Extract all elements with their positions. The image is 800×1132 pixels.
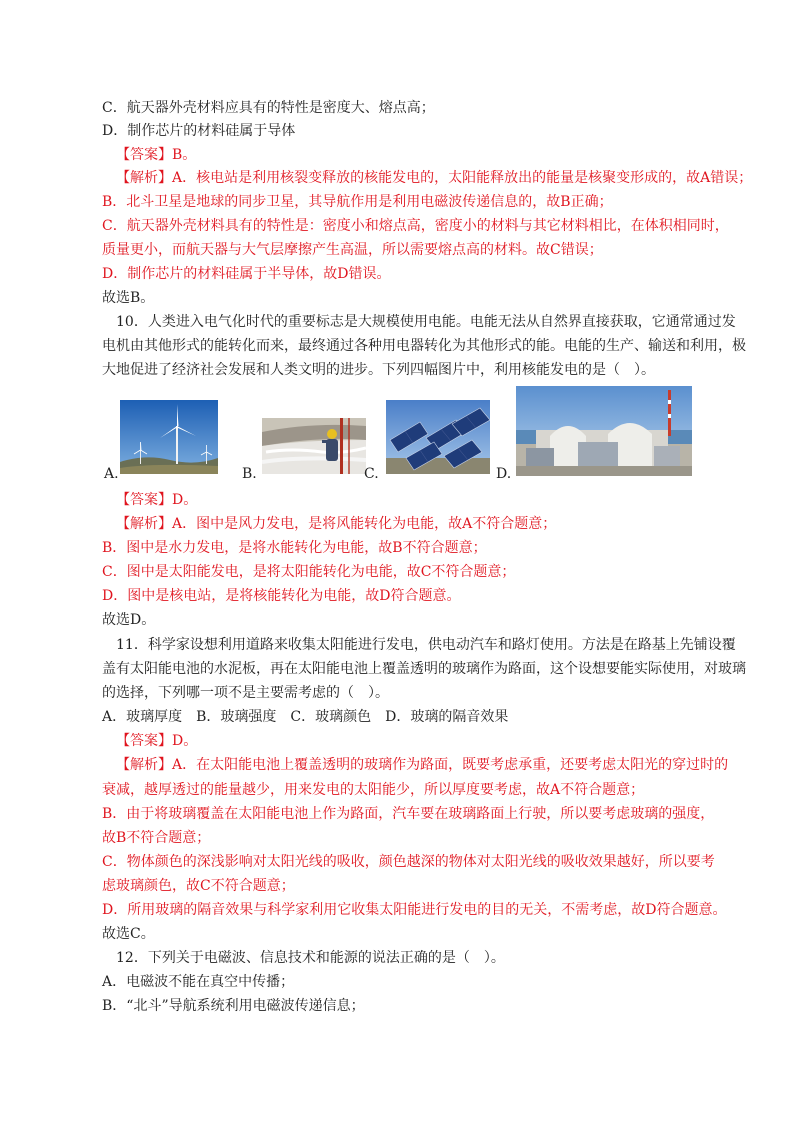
answer-label: 【答案】	[116, 492, 172, 508]
q10-option-a-label: A.	[104, 466, 119, 482]
q11-answer	[116, 731, 197, 751]
q11-analysis-1	[116, 755, 728, 775]
q11-analysis-2: 衰减，越厚透过的能量越少，用来发电的太阳能少，所以厚度要考虑，故A不符合题意；	[102, 782, 645, 798]
q10-analysis-4: D．图中是核电站，是将核能转化为电能，故D符合题意。	[102, 588, 461, 604]
q10-stem-2: 电机由其他形式的能转化而来，最终通过各种用电器转化为其他形式的能。电能的生产、输送和利用，极	[102, 338, 746, 354]
nuclear-plant-image	[516, 386, 692, 476]
answer-label: 【答案】	[116, 147, 172, 163]
q12-stem: 12．下列关于电磁波、信息技术和能源的说法正确的是（ ）。	[116, 950, 505, 966]
answer-value: D	[172, 492, 184, 508]
analysis-label: 【解析】	[116, 170, 172, 186]
q9-option-c: C．航天器外壳材料应具有的特性是密度大、熔点高；	[102, 100, 435, 116]
q10-stem-1: 10．人类进入电气化时代的重要标志是大规模使用电能。电能无法从自然界直接获取，它通常通过发	[116, 314, 736, 330]
q11-stem-2: 盖有太阳能电池的水泥板，再在太阳能电池上覆盖透明的玻璃作为路面，这个设想要能实际使用，对玻璃	[102, 661, 746, 677]
answer-end: 。	[183, 492, 198, 508]
q10-option-d-label: D.	[496, 466, 512, 482]
q10-stem-3: 大地促进了经济社会发展和人类文明的进步。下列四幅图片中，利用核能发电的是（ ）。	[102, 362, 655, 378]
analysis-label: 【解析】	[116, 516, 172, 532]
answer-end: 。	[183, 733, 198, 749]
q10-analysis-3: C．图中是太阳能发电，是将太阳能转化为电能，故C不符合题意；	[102, 564, 516, 580]
q11-stem-3: 的选择，下列哪一项不是主要需考虑的（ ）。	[102, 685, 389, 701]
q9-analysis-3: C．航天器外壳材料具有的特性是：密度小和熔点高，密度小的材料与其它材料相比，在体积相同时，	[102, 218, 729, 234]
analysis-text: A．图中是风力发电，是将风能转化为电能，故A不符合题意；	[172, 516, 557, 532]
q11-analysis-4: 故B不符合题意；	[102, 830, 211, 846]
q11-analysis-7: D．所用玻璃的隔音效果与科学家利用它收集太阳能进行发电的目的无关，不需考虑，故D符合题意。	[102, 902, 727, 918]
q9-analysis-4: 质量更小，而航天器与大气层摩擦产生高温，所以需要熔点高的材料。故C错误；	[102, 242, 603, 258]
hydro-dam-image	[262, 418, 366, 474]
q10-conclusion: 故选D。	[102, 612, 156, 628]
q11-conclusion: 故选C。	[102, 926, 155, 942]
q12-option-a: A．电磁波不能在真空中传播；	[102, 974, 295, 990]
answer-value: B	[172, 147, 183, 163]
q9-analysis-1	[116, 168, 752, 188]
answer-label: 【答案】	[116, 733, 172, 749]
q12-option-b: B．“北斗”导航系统利用电磁波传递信息；	[102, 998, 365, 1014]
solar-panels-image	[386, 400, 490, 474]
q11-analysis-5: C．物体颜色的深浅影响对太阳光线的吸收，颜色越深的物体对太阳光线的吸收效果越好，所以要考	[102, 854, 715, 870]
q10-answer	[116, 490, 197, 510]
wind-turbine-image	[120, 400, 218, 474]
answer-end: 。	[182, 147, 197, 163]
q11-options: A．玻璃厚度 B．玻璃强度 C．玻璃颜色 D．玻璃的隔音效果	[102, 709, 509, 725]
q11-analysis-3: B．由于将玻璃覆盖在太阳能电池上作为路面，汽车要在玻璃路面上行驶，所以要考虑玻璃的强度，	[102, 806, 715, 822]
q10-analysis-1	[116, 514, 556, 534]
q9-answer	[116, 145, 196, 165]
answer-value: D	[172, 733, 184, 749]
q11-stem-1: 11．科学家设想利用道路来收集太阳能进行发电，供电动汽车和路灯使用。方法是在路基上先铺设覆	[116, 637, 736, 653]
q10-analysis-2: B．图中是水力发电，是将水能转化为电能，故B不符合题意；	[102, 540, 487, 556]
analysis-text: A．在太阳能电池上覆盖透明的玻璃作为路面，既要考虑承重，还要考虑太阳光的穿过时的	[172, 757, 729, 773]
analysis-label: 【解析】	[116, 757, 172, 773]
q11-analysis-6: 虑玻璃颜色，故C不符合题意；	[102, 878, 295, 894]
q9-analysis-5: D．制作芯片的材料硅属于半导体，故D错误。	[102, 266, 391, 282]
q10-option-b-label: B.	[242, 466, 257, 482]
analysis-text: A．核电站是利用核裂变释放的核能发电的，太阳能释放出的能量是核聚变形成的，故A错误；	[172, 170, 753, 186]
q9-option-d: D．制作芯片的材料硅属于导体	[102, 123, 296, 139]
q9-conclusion: 故选B。	[102, 290, 155, 306]
q10-option-c-label: C.	[364, 466, 379, 482]
q9-analysis-2: B．北斗卫星是地球的同步卫星，其导航作用是利用电磁波传递信息的，故B正确；	[102, 194, 613, 210]
